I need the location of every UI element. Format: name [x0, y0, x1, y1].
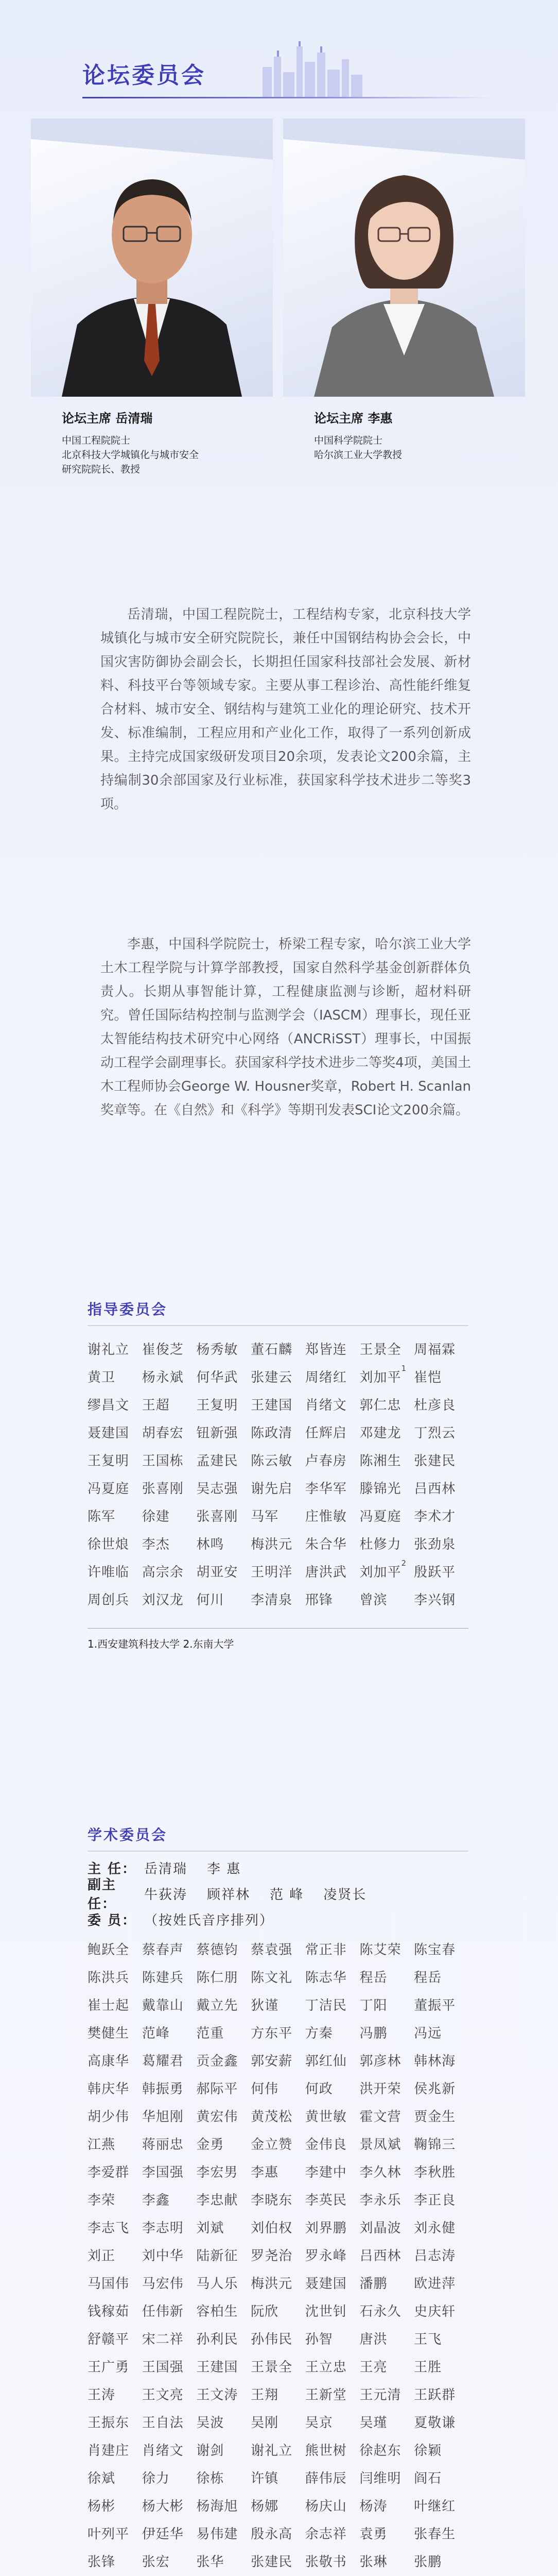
- academic-name: 张锋: [88, 2554, 116, 2570]
- header: [77, 41, 489, 108]
- academic-name: 梅洪元: [251, 2276, 293, 2292]
- guidance-name: 徐建: [142, 1509, 170, 1524]
- academic-name: 王建国: [196, 2359, 238, 2375]
- academic-name: 李荣: [88, 2192, 116, 2208]
- academic-name: 熊世树: [305, 2443, 347, 2459]
- academic-name: 杨娜: [251, 2498, 279, 2514]
- academic-name: 马国伟: [88, 2276, 130, 2292]
- academic-name: 冯远: [414, 2025, 442, 2041]
- academic-name: 易伟建: [196, 2526, 238, 2542]
- academic-name: 余志祥: [305, 2526, 347, 2542]
- academic-name: 聂建国: [305, 2276, 347, 2292]
- academic-vice-row: 副主任： 牛荻涛 顾祥林 范 峰 凌贤长: [88, 1877, 367, 1912]
- academic-name: 徐颖: [414, 2443, 442, 2459]
- guidance-name: 张喜刚: [196, 1509, 238, 1524]
- academic-name: 杨大彬: [142, 2498, 184, 2514]
- chair-desc-1: 中国工程院院士 北京科技大学城镇化与城市安全 研究院院长、教授: [62, 435, 199, 475]
- guidance-name: 郑皆连: [305, 1342, 347, 1358]
- skyline-icon: [252, 41, 371, 97]
- guidance-name: 梅洪元: [251, 1536, 293, 1552]
- guidance-note-rule: [88, 1628, 468, 1629]
- guidance-name: 张建民: [414, 1453, 456, 1469]
- academic-row: [88, 2102, 468, 2129]
- academic-name: 谢礼立: [251, 2443, 293, 2459]
- guidance-name: 周福霖: [414, 1342, 456, 1358]
- academic-name: 夏敬谦: [414, 2415, 456, 2431]
- academic-row: [88, 1935, 468, 1962]
- guidance-name: 郭仁忠: [359, 1397, 402, 1413]
- guidance-row: [88, 1501, 468, 1529]
- guidance-name: 张喜刚: [142, 1481, 184, 1497]
- academic-name: 王振东: [88, 2415, 130, 2431]
- academic-name: 肖建庄: [88, 2443, 130, 2459]
- academic-name: 张鹏: [414, 2554, 442, 2570]
- guidance-name: 周创兵: [88, 1592, 130, 1608]
- guidance-name: 曾滨: [359, 1592, 388, 1608]
- academic-row: [88, 2380, 468, 2408]
- academic-name: 鲍跃全: [88, 1942, 130, 1958]
- academic-name: 王元清: [359, 2387, 402, 2403]
- guidance-title: 指导委员会: [88, 1301, 168, 1318]
- academic-name: 杨涛: [359, 2498, 388, 2514]
- academic-name: 欧进萍: [414, 2276, 456, 2292]
- page-title: 论坛委员会: [82, 62, 206, 89]
- academic-name: 吴波: [196, 2415, 224, 2431]
- academic-name: 陈宝春: [414, 1942, 456, 1958]
- academic-name: 李晓东: [251, 2192, 293, 2208]
- chairs-section: [31, 118, 525, 510]
- guidance-name: 李术才: [414, 1509, 456, 1524]
- academic-name: 黄世敏: [305, 2109, 347, 2125]
- academic-name: 常正非: [305, 1942, 347, 1958]
- academic-name: 韩林海: [414, 2053, 456, 2069]
- guidance-name: 胡春宏: [142, 1425, 184, 1441]
- academic-name: 方东平: [251, 2025, 293, 2041]
- guidance-name: 许唯临: [88, 1564, 130, 1580]
- academic-name: 徐栋: [196, 2470, 224, 2486]
- academic-name: 闫维明: [359, 2470, 402, 2486]
- guidance-name: 刘加平$^2$: [359, 1558, 407, 1580]
- academic-name: 王亮: [359, 2359, 388, 2375]
- guidance-name: 王复明: [88, 1453, 130, 1469]
- academic-name: 景凤斌: [359, 2137, 402, 2153]
- academic-name: 丁洁民: [305, 1997, 347, 2013]
- academic-name: 金立赞: [251, 2137, 293, 2153]
- academic-name: 殷永高: [251, 2526, 293, 2542]
- academic-row: [88, 2519, 468, 2547]
- academic-name: 郭红仙: [305, 2053, 347, 2069]
- academic-row: [88, 2185, 468, 2213]
- guidance-name: 冯夏庭: [88, 1481, 130, 1497]
- academic-row: [88, 2046, 468, 2074]
- academic-name: 贡金鑫: [196, 2053, 238, 2069]
- academic-name: 崔士起: [88, 1997, 130, 2013]
- academic-name: 黄茂松: [251, 2109, 293, 2125]
- guidance-name: 崔恺: [414, 1369, 442, 1385]
- academic-row: [88, 2213, 468, 2241]
- guidance-name: 刘汉龙: [142, 1592, 184, 1608]
- guidance-grid: [88, 1334, 468, 1613]
- guidance-name: 黄卫: [88, 1369, 116, 1385]
- academic-name: 金伟良: [305, 2137, 347, 2153]
- academic-name: 金勇: [196, 2137, 224, 2153]
- guidance-name: 王国栋: [142, 1453, 184, 1469]
- academic-name: 江燕: [88, 2137, 116, 2153]
- guidance-name: 陈政清: [251, 1425, 293, 1441]
- guidance-name: 何华武: [196, 1369, 238, 1385]
- guidance-rule: [88, 1325, 468, 1326]
- guidance-name: 崔俊芝: [142, 1342, 184, 1358]
- guidance-note: 1.西安建筑科技大学 2.东南大学: [88, 1638, 234, 1650]
- person-portrait-icon: [283, 118, 525, 397]
- academic-name: 韩振勇: [142, 2081, 184, 2097]
- academic-name: 唐洪: [359, 2331, 388, 2347]
- academic-name: 肖绪文: [142, 2443, 184, 2459]
- academic-name: 李忠献: [196, 2192, 238, 2208]
- guidance-name: 邓建龙: [359, 1425, 402, 1441]
- academic-name: 蒋丽忠: [142, 2137, 184, 2153]
- academic-name: 张建民: [251, 2554, 293, 2570]
- academic-name: 李英民: [305, 2192, 347, 2208]
- guidance-name: 李杰: [142, 1536, 170, 1552]
- academic-member-row: 委 员： （按姓氏音序排列）: [88, 1912, 274, 1928]
- academic-name: 高康华: [88, 2053, 130, 2069]
- guidance-name: 王复明: [196, 1397, 238, 1413]
- chair-desc-2: 中国科学院院士 哈尔滨工业大学教授: [314, 435, 403, 461]
- academic-name: 陈洪兵: [88, 1970, 130, 1986]
- academic-name: 戴立先: [196, 1997, 238, 2013]
- guidance-row: [88, 1585, 468, 1613]
- guidance-name: 肖绪文: [305, 1397, 347, 1413]
- academic-name: 徐赵东: [359, 2443, 402, 2459]
- academic-name: 舒赣平: [88, 2331, 130, 2347]
- academic-name: 谢剑: [196, 2443, 224, 2459]
- academic-name: 李久林: [359, 2164, 402, 2180]
- guidance-row: [88, 1362, 468, 1390]
- academic-name: 吕志涛: [414, 2248, 456, 2264]
- academic-name: 董振平: [414, 1997, 456, 2013]
- academic-name: 杨庆山: [305, 2498, 347, 2514]
- academic-name: 王文涛: [196, 2387, 238, 2403]
- academic-name: 王涛: [88, 2387, 116, 2403]
- chair-card-1: [31, 118, 273, 477]
- academic-row: [88, 2352, 468, 2380]
- guidance-name: 杜彦良: [414, 1397, 456, 1413]
- academic-name: 杨海旭: [196, 2498, 238, 2514]
- guidance-name: 王景全: [359, 1342, 402, 1358]
- academic-name: 刘永健: [414, 2220, 456, 2236]
- academic-title: 学术委员会: [88, 1826, 168, 1843]
- academic-name: 叶列平: [88, 2526, 130, 2542]
- guidance-name: 冯夏庭: [359, 1509, 402, 1524]
- academic-row: [88, 2296, 468, 2324]
- academic-row: [88, 2241, 468, 2268]
- academic-name: 戴靠山: [142, 1997, 184, 2013]
- academic-name: 郝际平: [196, 2081, 238, 2097]
- academic-name: 王景全: [251, 2359, 293, 2375]
- academic-rule: [88, 1851, 468, 1852]
- person-portrait-icon: [31, 118, 273, 397]
- academic-name: 王飞: [414, 2331, 442, 2347]
- academic-name: 宋二祥: [142, 2331, 184, 2347]
- academic-name: 丁阳: [359, 1997, 388, 2013]
- academic-name: 李建中: [305, 2164, 347, 2180]
- academic-name: 贾金生: [414, 2109, 456, 2125]
- guidance-name: 钮新强: [196, 1425, 238, 1441]
- academic-name: 李永乐: [359, 2192, 402, 2208]
- academic-name: 杨彬: [88, 2498, 116, 2514]
- academic-name: 鞠锦三: [414, 2137, 456, 2153]
- academic-name: 王广勇: [88, 2359, 130, 2375]
- academic-name: 华旭刚: [142, 2109, 184, 2125]
- guidance-name: 丁烈云: [414, 1425, 456, 1441]
- chair-name-1: 论坛主席 岳清瑞: [62, 411, 153, 426]
- academic-row: [88, 1990, 468, 2018]
- guidance-row: [88, 1334, 468, 1362]
- academic-name: 罗尧治: [251, 2248, 293, 2264]
- guidance-name: 陈湘生: [359, 1453, 402, 1469]
- academic-name: 李秋胜: [414, 2164, 456, 2180]
- academic-name: 钱稼茹: [88, 2303, 130, 2319]
- academic-name: 陈仁朋: [196, 1970, 238, 1986]
- academic-row: [88, 2463, 468, 2491]
- academic-name: 胡少伟: [88, 2109, 130, 2125]
- guidance-name: 殷跃平: [414, 1564, 456, 1580]
- guidance-name: 庄惟敏: [305, 1509, 347, 1524]
- academic-name: 孙伟民: [251, 2331, 293, 2347]
- academic-name: 张华: [196, 2554, 224, 2570]
- academic-row: [88, 2018, 468, 2046]
- academic-name: 阎石: [414, 2470, 442, 2486]
- academic-name: 潘鹏: [359, 2276, 388, 2292]
- guidance-name: 马军: [251, 1509, 279, 1524]
- academic-name: 孙智: [305, 2331, 333, 2347]
- academic-chair-row: 主 任： 岳清瑞 李 惠: [88, 1861, 241, 1877]
- academic-name: 罗永峰: [305, 2248, 347, 2264]
- academic-name: 程岳: [359, 1970, 388, 1986]
- guidance-name: 邢锋: [305, 1592, 333, 1608]
- guidance-name: 陈军: [88, 1509, 116, 1524]
- academic-name: 史庆轩: [414, 2303, 456, 2319]
- guidance-name: 王建国: [251, 1397, 293, 1413]
- academic-name: 孙利民: [196, 2331, 238, 2347]
- guidance-name: 谢先启: [251, 1481, 293, 1497]
- guidance-row: [88, 1473, 468, 1501]
- academic-name: 刘斌: [196, 2220, 224, 2236]
- academic-name: 徐力: [142, 2470, 170, 2486]
- academic-name: 何政: [305, 2081, 333, 2097]
- guidance-row: [88, 1557, 468, 1585]
- academic-name: 王国强: [142, 2359, 184, 2375]
- academic-name: 狄谨: [251, 1997, 279, 2013]
- academic-name: 蔡袁强: [251, 1942, 293, 1958]
- academic-grid: [88, 1935, 468, 2576]
- guidance-name: 刘加平$^1$: [359, 1363, 407, 1385]
- academic-row: [88, 2157, 468, 2185]
- academic-name: 王立忠: [305, 2359, 347, 2375]
- academic-name: 李志明: [142, 2220, 184, 2236]
- academic-name: 王胜: [414, 2359, 442, 2375]
- academic-name: 王翔: [251, 2387, 279, 2403]
- guidance-name: 谢礼立: [88, 1342, 130, 1358]
- guidance-name: 高宗余: [142, 1564, 184, 1580]
- guidance-name: 周绪红: [305, 1369, 347, 1385]
- academic-name: 郭彦林: [359, 2053, 402, 2069]
- guidance-name: 张劲泉: [414, 1536, 456, 1552]
- guidance-name: 胡亚安: [196, 1564, 238, 1580]
- guidance-name: 杨秀敏: [196, 1342, 238, 1358]
- academic-name: 蔡德钧: [196, 1942, 238, 1958]
- academic-name: 李鑫: [142, 2192, 170, 2208]
- guidance-name: 杜修力: [359, 1536, 402, 1552]
- header-divider: [82, 97, 494, 98]
- academic-name: 刘伯权: [251, 2220, 293, 2236]
- academic-row: [88, 1962, 468, 1990]
- academic-row: [88, 2435, 468, 2463]
- academic-name: 叶继红: [414, 2498, 456, 2514]
- academic-name: 刘正: [88, 2248, 116, 2264]
- academic-name: 王自法: [142, 2415, 184, 2431]
- academic-name: 王跃群: [414, 2387, 456, 2403]
- academic-name: 何伟: [251, 2081, 279, 2097]
- academic-name: 马宏伟: [142, 2276, 184, 2292]
- academic-name: 韩庆华: [88, 2081, 130, 2097]
- academic-name: 范峰: [142, 2025, 170, 2041]
- academic-name: 霍文营: [359, 2109, 402, 2125]
- academic-name: 刘界鹏: [305, 2220, 347, 2236]
- academic-name: 李宏男: [196, 2164, 238, 2180]
- guidance-name: 吕西林: [414, 1481, 456, 1497]
- academic-name: 程岳: [414, 1970, 442, 1986]
- guidance-row: [88, 1390, 468, 1418]
- academic-name: 伊廷华: [142, 2526, 184, 2542]
- academic-name: 吴京: [305, 2415, 333, 2431]
- academic-name: 范重: [196, 2025, 224, 2041]
- guidance-name: 李清泉: [251, 1592, 293, 1608]
- academic-name: 李爱群: [88, 2164, 130, 2180]
- guidance-row: [88, 1446, 468, 1473]
- academic-name: 洪开荣: [359, 2081, 402, 2097]
- academic-name: 张敬书: [305, 2554, 347, 2570]
- academic-name: 任伟新: [142, 2303, 184, 2319]
- guidance-name: 徐世烺: [88, 1536, 130, 1552]
- academic-name: 冯鹏: [359, 2025, 388, 2041]
- academic-name: 陈文礼: [251, 1970, 293, 1986]
- guidance-name: 李兴钢: [414, 1592, 456, 1608]
- guidance-name: 任辉启: [305, 1425, 347, 1441]
- academic-row: [88, 2129, 468, 2157]
- academic-name: 吴瑾: [359, 2415, 388, 2431]
- academic-name: 侯兆新: [414, 2081, 456, 2097]
- academic-name: 许镇: [251, 2470, 279, 2486]
- guidance-name: 吴志强: [196, 1481, 238, 1497]
- guidance-name: 王超: [142, 1397, 170, 1413]
- academic-name: 马人乐: [196, 2276, 238, 2292]
- guidance-name: 王明洋: [251, 1564, 293, 1580]
- academic-name: 李志飞: [88, 2220, 130, 2236]
- guidance-name: 唐洪武: [305, 1564, 347, 1580]
- academic-row: [88, 2324, 468, 2352]
- academic-leads: [88, 1855, 468, 1932]
- guidance-name: 滕锦光: [359, 1481, 402, 1497]
- academic-name: 王新堂: [305, 2387, 347, 2403]
- academic-name: 樊健生: [88, 2025, 130, 2041]
- academic-row: [88, 2074, 468, 2102]
- academic-name: 阮欣: [251, 2303, 279, 2319]
- academic-name: 蔡春声: [142, 1942, 184, 1958]
- academic-name: 葛耀君: [142, 2053, 184, 2069]
- academic-name: 刘晶波: [359, 2220, 402, 2236]
- academic-name: 张宏: [142, 2554, 170, 2570]
- chair-name-2: 论坛主席 李惠: [314, 411, 393, 426]
- academic-name: 吕西林: [359, 2248, 402, 2264]
- academic-name: 黄宏伟: [196, 2109, 238, 2125]
- guidance-row: [88, 1529, 468, 1557]
- academic-name: 容柏生: [196, 2303, 238, 2319]
- guidance-name: 孟建民: [196, 1453, 238, 1469]
- academic-name: 薛伟辰: [305, 2470, 347, 2486]
- academic-name: 陈志华: [305, 1970, 347, 1986]
- guidance-name: 张建云: [251, 1369, 293, 1385]
- academic-name: 袁勇: [359, 2526, 388, 2542]
- bio-yue: 岳清瑞，中国工程院院士，工程结构专家，北京科技大学城镇化与城市安全研究院院长，兼任中国钢结构协会会长，中国灾害防御协会副会长，长期担任国家科技部社会发展、新材料、科技平台等领域专家。主要从事工程诊治、高性能纤维复合材料、城市安全、钢结构与建筑工业化的理论研究、技术开发、标准编制，工程应用和产业化工作，取得了一系列创新成果。主持完成国家级研发项目20余项，发表论文200余篇，主持编制30余部国家及行业标准，获国家科学技术进步二等奖3项。: [100, 607, 471, 812]
- bio-li: 李惠，中国科学院院士，桥梁工程专家，哈尔滨工业大学土木工程学院与计算学部教授，国家自然科学基金创新群体负责人。长期从事智能计算，工程健康监测与诊断，超材料研究。曾任国际结构控制与监测学会（IASCM）理事长，现任亚太智能结构技术研究中心网络（ANCRiSST）理事长，中国振动工程学会副理事长。获国家科学技术进步二等奖4项，美国土木工程师协会George W. Housner奖章，Robert H. Scanlan奖章等。在《自然》和《科学》等期刊发表SCI论文200余篇。: [100, 937, 471, 1118]
- guidance-name: 杨永斌: [142, 1369, 184, 1385]
- academic-row: [88, 2547, 468, 2574]
- guidance-name: 朱合华: [305, 1536, 347, 1552]
- academic-name: 郭安薪: [251, 2053, 293, 2069]
- academic-name: 石永久: [359, 2303, 402, 2319]
- guidance-name: 聂建国: [88, 1425, 130, 1441]
- academic-name: 陆新征: [196, 2248, 238, 2264]
- guidance-name: 李华军: [305, 1481, 347, 1497]
- academic-name: 张琳: [359, 2554, 388, 2570]
- guidance-row: [88, 1418, 468, 1446]
- guidance-name: 董石麟: [251, 1342, 293, 1358]
- chair-photo-1: [31, 118, 273, 397]
- guidance-name: 林鸣: [196, 1536, 224, 1552]
- guidance-name: 卢春房: [305, 1453, 347, 1469]
- academic-name: 王文亮: [142, 2387, 184, 2403]
- academic-name: 李国强: [142, 2164, 184, 2180]
- academic-name: 陈艾荣: [359, 1942, 402, 1958]
- chair-photo-2: [283, 118, 525, 397]
- chair-card-2: [283, 118, 525, 462]
- academic-name: 张春生: [414, 2526, 456, 2542]
- academic-name: 徐斌: [88, 2470, 116, 2486]
- academic-row: [88, 2491, 468, 2519]
- academic-name: 方秦: [305, 2025, 333, 2041]
- guidance-name: 何川: [196, 1592, 224, 1608]
- academic-name: 陈建兵: [142, 1970, 184, 1986]
- academic-name: 李惠: [251, 2164, 279, 2180]
- academic-name: 沈世钊: [305, 2303, 347, 2319]
- guidance-name: 陈云敏: [251, 1453, 293, 1469]
- guidance-name: 缪昌文: [88, 1397, 130, 1413]
- academic-row: [88, 2408, 468, 2435]
- academic-name: 李正良: [414, 2192, 456, 2208]
- academic-name: 刘中华: [142, 2248, 184, 2264]
- academic-name: 吴刚: [251, 2415, 279, 2431]
- academic-row: [88, 2268, 468, 2296]
